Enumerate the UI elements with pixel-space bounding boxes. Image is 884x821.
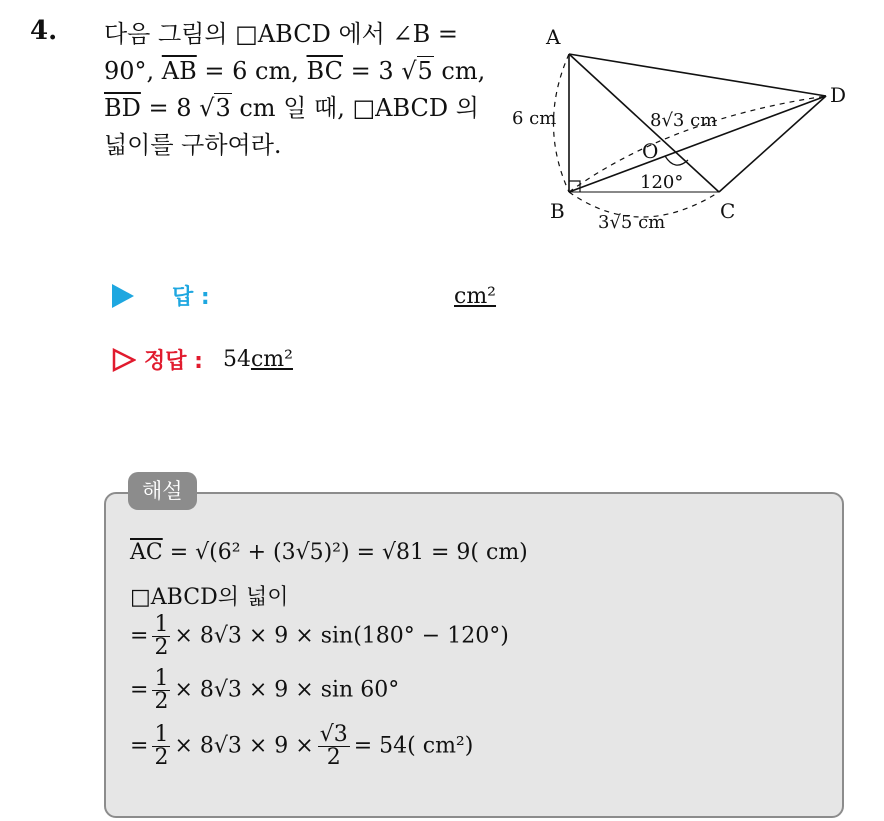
answer-label: 답 : [172, 285, 210, 310]
answer-row [112, 280, 210, 311]
explanation-line-2: □ABCD의 넓이 [130, 585, 289, 610]
explanation-line-4: = $\frac{1}{2}$ × 8√3 × 9 × sin 60° [130, 666, 400, 714]
question-line-2: 90°, $\overline{AB} = 6$ cm, $\overline{BC} = 3$ √5 cm, [104, 57, 486, 85]
correct-answer-row [112, 344, 293, 375]
label-bc-length: 3√5 cm [598, 212, 666, 233]
label-d: D [830, 83, 847, 107]
play-filled-icon [112, 284, 134, 308]
correct-answer-label: 정답 : [144, 349, 203, 374]
label-a: A [546, 25, 561, 49]
label-c: C [720, 199, 736, 223]
explanation-tag: 해설 [128, 472, 197, 510]
question-text [104, 16, 494, 164]
segment-bd: $\overline{BD}$ [104, 94, 141, 122]
question-number: 4. [30, 16, 58, 46]
edge-dc [719, 96, 826, 192]
label-bd-length: 8√3 cm [650, 110, 718, 131]
question-line-1: 다음 그림의 □ABCD 에서 ∠B = [104, 20, 458, 48]
label-angle: 120° [640, 172, 684, 193]
label-b: B [550, 199, 565, 223]
segment-ab: $\overline{AB}$ [161, 57, 197, 85]
answer-blank[interactable] [454, 284, 496, 309]
explanation-line-1: $\overline{AC} = √(6^2 + (3√5)^2) = √81 = 9$( cm) [130, 540, 528, 565]
correct-answer-value: 54cm² [222, 347, 293, 372]
quadrilateral-figure [500, 14, 860, 249]
answer-unit: cm² [454, 284, 497, 309]
explanation-line-5: = $\frac{1}{2}$ × 8√3 × 9 × $\frac{√3}{2}$ = 54( cm²) [130, 722, 474, 770]
label-o: O [642, 139, 659, 163]
label-ab-length: 6 cm [512, 108, 557, 129]
question-line-4: 넓이를 구하여라. [104, 131, 282, 159]
play-outline-icon [112, 348, 136, 372]
question-line-3: $\overline{BD} = 8$ √3 cm 일 때, □ABCD 의 [104, 94, 479, 122]
segment-bc: $\overline{BC}$ [306, 57, 343, 85]
explanation-line-3: = $\frac{1}{2}$ × 8√3 × 9 × sin(180° − 120°) [130, 612, 509, 660]
